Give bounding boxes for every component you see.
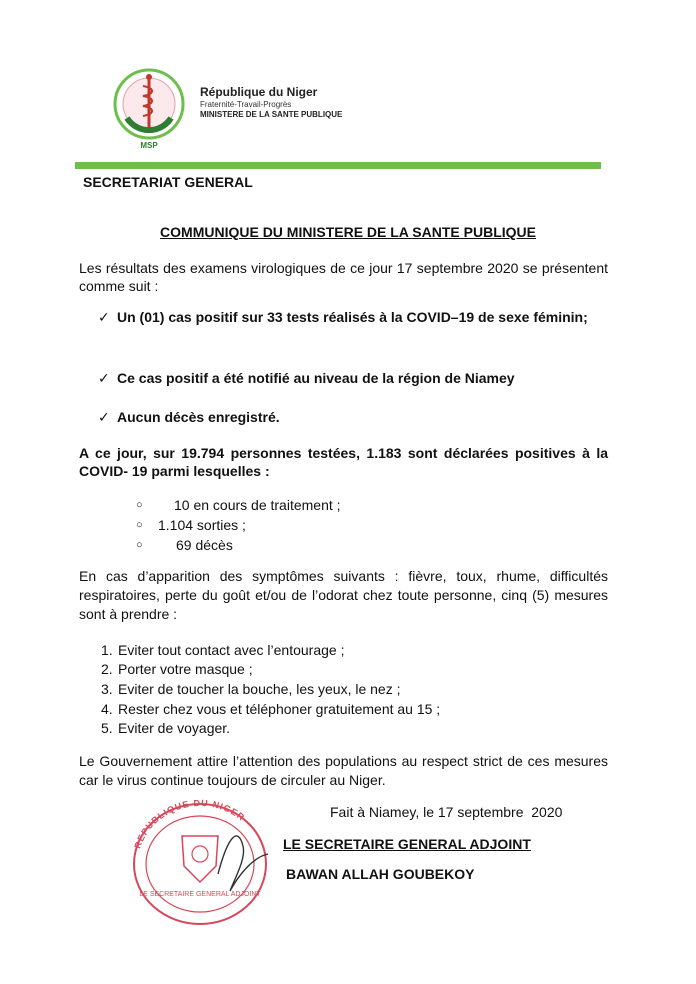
measure-item: 4. Rester chez vous et téléphoner gratuitement au 15 ; — [101, 701, 441, 717]
highlight-item: ✓ Un (01) cas positif sur 33 tests réalisés à la COVID–19 de sexe féminin; — [98, 309, 588, 325]
breakdown-item: ○ 69 décès — [136, 537, 233, 553]
place-date: Fait à Niamey, le 17 septembre 2020 — [330, 804, 563, 820]
signatory-name: BAWAN ALLAH GOUBEKOY — [286, 866, 475, 882]
highlight-item: ✓ Ce cas positif a été notifié au niveau de la région de Niamey — [98, 370, 515, 386]
ministry-name: MINISTERE DE LA SANTE PUBLIQUE — [200, 110, 343, 119]
symptoms-paragraph: En cas d’apparition des symptômes suivants : fièvre, toux, rhume, difficultés respiratoires, perte du goût et/ou de l’odorat chez toute personne, cinq (5) mesures sont à prendre : — [79, 568, 608, 622]
summary-paragraph: A ce jour, sur 19.794 personnes testées, 1.183 sont déclarées positives à la COVID- 19 parmi lesquelles : — [79, 445, 608, 479]
breakdown-item: ○ 1.104 sorties ; — [136, 517, 246, 533]
svg-text:LE SECRETAIRE GENERAL ADJOINT: LE SECRETAIRE GENERAL ADJOINT — [139, 891, 261, 898]
official-stamp-seal — [118, 796, 288, 926]
circle-bullet-icon: ○ — [136, 499, 143, 511]
checkmark-icon: ✓ — [98, 370, 110, 386]
checkmark-icon: ✓ — [98, 409, 110, 425]
intro-paragraph: Les résultats des examens virologiques de ce jour 17 septembre 2020 se présentent comme suit : — [79, 260, 608, 294]
circle-bullet-icon: ○ — [136, 539, 143, 551]
department-heading: SECRETARIAT GENERAL — [83, 174, 253, 190]
ministry-emblem-logo — [113, 68, 185, 152]
signature-scribble — [218, 836, 268, 891]
header-divider — [75, 162, 601, 169]
communique-title: COMMUNIQUE DU MINISTERE DE LA SANTE PUBLIQUE — [160, 224, 536, 240]
national-motto: Fraternité-Travail-Progrès — [200, 100, 292, 109]
signatory-title: LE SECRETAIRE GENERAL ADJOINT — [283, 836, 531, 852]
republic-title: République du Niger — [200, 85, 318, 99]
emblem-abbr: MSP — [140, 141, 158, 150]
measure-item: 3. Eviter de toucher la bouche, les yeux, le nez ; — [101, 681, 401, 697]
svg-text:REPUBLIQUE DU NIGER: REPUBLIQUE DU NIGER — [132, 797, 247, 850]
highlight-item: ✓ Aucun décès enregistré. — [98, 409, 280, 425]
breakdown-item: ○ 10 en cours de traitement ; — [136, 497, 341, 513]
circle-bullet-icon: ○ — [136, 519, 143, 531]
measure-item: 5. Eviter de voyager. — [101, 720, 231, 736]
checkmark-icon: ✓ — [98, 309, 110, 325]
closing-paragraph: Le Gouvernement attire l’attention des populations au respect strict de ces mesures car le virus continue toujours de circuler au Niger. — [79, 753, 608, 788]
measure-item: 2. Porter votre masque ; — [101, 661, 253, 677]
measure-item: 1. Eviter tout contact avec l’entourage ; — [101, 642, 345, 658]
